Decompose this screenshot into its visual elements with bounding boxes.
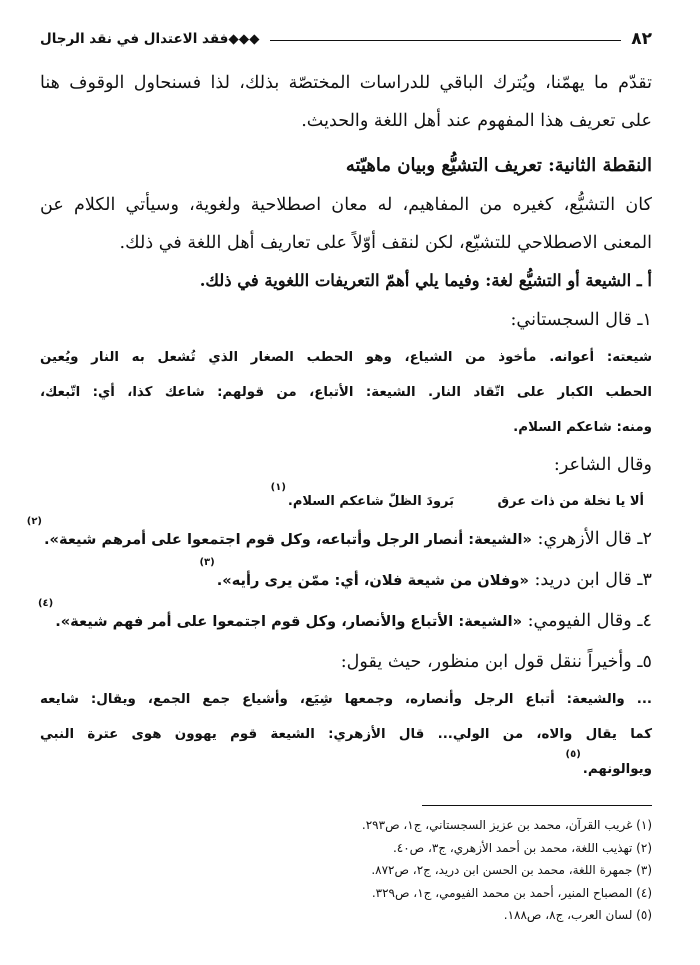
footnote-4: (٤) المصباح المنير، أحمد بن محمد الفيومي، ج١، ص٣٢٩. [371,885,652,900]
quote1-line-3: ومنه: شاعكم السلام. [513,420,652,435]
footnote-2: (٢) تهذيب اللغة، محمد بن أحمد الأزهري، ج٣، ص٤٠. [392,840,652,855]
intro-line-1: تقدّم ما يهمّنا، ويُترك الباقي للدراسات المختصّة بذلك، لذا فسنحاول الوقوف هنا [40,73,652,93]
footnote-rule [422,805,652,806]
item-4-prefix: ٤ـ وقال الفيومي: [522,611,652,631]
footnote-5: (٥) لسان العرب، ج٨، ص١٨٨. [503,908,652,922]
poem-verse [40,482,652,519]
page-body [26,64,652,787]
poem-hemistich-1: ألا يا نخلة من ذات عرق [497,494,644,509]
item-3-quote: «وفلان من شيعة فلان، أي: ممّن يرى رأيه». [216,572,529,589]
footnote-ref-1: (١) [270,482,286,493]
running-header [40,26,652,52]
page-number: ٨٢ [631,29,652,49]
item-4-quote: «الشيعة: الأتباع والأنصار، وكل قوم اجتمعوا على أمر فهم شيعة». [55,613,522,630]
para2-line-2: المعنى الاصطلاحي للتشيّع، لكن لنقف أوّلاً على تعاريف أهل اللغة في ذلك. [119,233,652,253]
footnote-ref-4: (٤) [37,598,54,609]
section-a-title: أ ـ الشيعة أو التشيُّع لغة: وفيما يلي أهمّ التعريفات اللغوية في ذلك. [199,271,652,290]
quote1-line-2: الحطب الكبار على اتّقاد النار. الشيعة: الأتباع، من قولهم: شاعك كذا، أي: اتّبعك، [40,385,652,400]
footnote-ref-3: (٣) [199,557,215,568]
item-2-quote: «الشيعة: أنصار الرجل وأتباعه، وكل قوم اجتمعوا على أمرهم شيعة». [44,531,532,548]
poem-hemistich-2-wrap [40,482,454,519]
footnote-1: (١) غريب القرآن، محمد بن عزيز السجستاني، ج١، ص٢٩٣. [361,818,652,832]
item-1: ١ـ قال السجستاني: [510,310,652,330]
item-3-prefix: ٣ـ قال ابن دريد: [528,570,652,590]
item-4 [37,598,652,642]
running-title: ◆◆◆فقد الاعتدال في نقد الرجال [40,31,260,47]
para2-line-1: كان التشيُّع، كغيره من المفاهيم، له معان اصطلاحية ولغوية، وسيأتي الكلام عن [40,195,652,215]
item-2-prefix: ٢ـ قال الأزهري: [531,529,652,549]
footnote-ref-2: (٢) [26,516,42,527]
item-2 [26,516,652,560]
poet-intro: وقال الشاعر: [553,455,652,475]
item-3 [40,557,652,601]
footnote-3: (٣) جمهرة اللغة، محمد بن الحسن ابن دريد، ج٢، ص٨٧٢. [371,863,652,877]
quote5-line-3-text: ويوالونهم. [582,762,652,777]
footnote-ref-5: (٥) [565,749,581,760]
header-rule [270,40,622,41]
intro-line-2: على تعريف هذا المفهوم عند أهل اللغة والحديث. [301,111,652,131]
section-heading: النقطة الثانية: تعريف التشيُّع وبيان ماهيّته [345,155,652,176]
poem-hemistich-2: بَرودَ الظلّ شاعكم السلام. [287,494,454,509]
quote5-line-2: كما يقال والاه، من الولي... قال الأزهري: الشيعة قوم يهوون هوى عترة النبي [40,727,652,742]
item-5: ٥ـ وأخيراً ننقل قول ابن منظور، حيث يقول: [340,652,652,672]
quote5-line-3 [40,749,652,787]
quote1-line-1: شيعته: أعوانه. مأخوذ من الشياع، وهو الحطب الصغار الذي تُشعل به النار ويُعين [40,350,652,365]
footnotes [40,814,652,927]
quote5-line-1: ... والشيعة: أتباع الرجل وأنصاره، وجمعها شِيَع، وأشياع جمع الجمع، ويقال: شايعه [40,692,652,707]
